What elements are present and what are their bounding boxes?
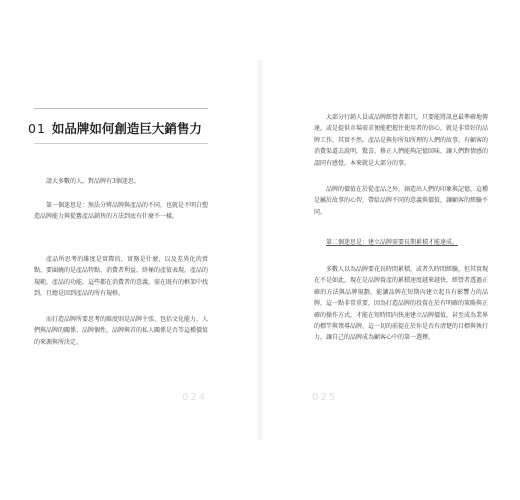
right-paragraph-1: 大部分行銷人員或品牌經營者都只，只要能將訊息最準確地傳達，或是提供市場需求便能把握住使用者的信心，就是非常好的品牌工作，其實不然。產品是與你所知所理的人們的故事，有顧客的消費渠道去說明，驚喜、修正人們能夠記憶回味，讓人們對情感的認同有感覺，本來就是大部分的事。 [314, 114, 489, 167]
right-paragraph-3: 第二個迷思是：建立品牌需要長期累積才能達成。 [326, 239, 459, 246]
chapter-number: 01 [28, 121, 46, 136]
chapter-top-rule [34, 108, 208, 109]
left-paragraph-4: 而打造品牌所要思考的維度則是品牌主張、包括文化能力、人們與品牌的關係、品牌個性，品牌與首的私人關係是否等這種價值的來源與所決定。 [34, 316, 209, 346]
right-paragraph-4: 多數人以為品牌要花長時間累積，或者久時間經驗，但其實現在不是如此，現在是品牌資產的累積速度越來越快，經營者透過正確的方法與品牌規劃，能讓品牌在短期內建立起具有影響力的品牌，這一點非常重要，因為打造品牌的投資在於有明確的策略與正確的操作方式，才能在短時間內快速建立品牌價值，甚至成為業界的標竿與領導品牌，這一切的前提在於你是否有清楚的目標與執行力，讓自己的品牌成為顧客心中的第一選擇。 [314, 266, 489, 342]
left-page-number: 024 [182, 392, 208, 403]
chapter-bottom-rule [34, 143, 208, 144]
right-page [262, 0, 520, 500]
right-page-number: 025 [312, 392, 338, 403]
right-paragraph-2: 品牌的價值在於從產品之外，創造出人們的印象與記憶，這種是屬於故事的心智，帶給品牌不同的意義與價值，讓顧客的經驗不同。 [314, 186, 489, 216]
chapter-heading [28, 119, 228, 137]
left-page [0, 0, 258, 500]
left-paragraph-2: 第一個迷思是：無法分辨品牌與產品的不同，也就是不明白塑造品牌能力與從舊產品銷售的方法到底有什麼不一樣。 [34, 202, 209, 221]
chapter-title: 如品牌如何創造巨大銷售力 [51, 121, 202, 136]
left-paragraph-1: 請大多數的人，對品牌有3個迷思。 [46, 178, 140, 185]
left-paragraph-3: 產品所思考的維度是實際的，實務是什麼，以及差異化的賣點，要圍繞的是產品特點、消費者利益、終極的產值表現，產品的規範，產品的功能，這些都在消費者的意義，需在既有的框架中找到，且總是回到產品的所有規格。 [34, 256, 209, 298]
